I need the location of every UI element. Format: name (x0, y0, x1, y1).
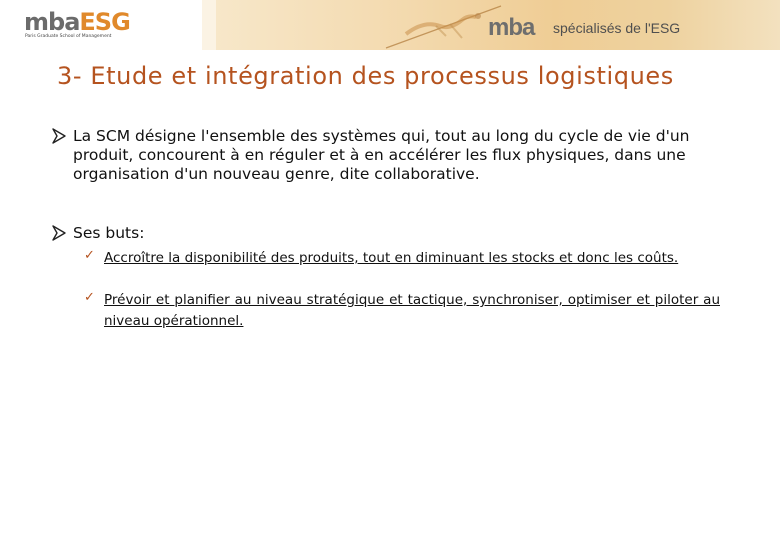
mba-esg-logo (0, 0, 202, 50)
logo-tagline: Paris Graduate School of Management (25, 34, 112, 39)
subitem-text: Prévoir et planifier au niveau stratégique et tactique, synchroniser, optimiser et piloter au niveau opérationnel. (104, 292, 720, 329)
banner-mba-text: mba (488, 14, 535, 41)
bullet-text: La SCM désigne l'ensemble des systèmes qui, tout au long du cycle de vie d'un produit, concourent à en réguler et à en accélérer les flux physiques, dans une organisation d'un nouveau genre, dite collaborative. (73, 127, 690, 183)
checkmark-icon: ✓ (84, 290, 95, 305)
banner-image (216, 0, 780, 50)
logo-esg-text: ESG (79, 8, 130, 36)
checkmark-icon: ✓ (84, 248, 95, 263)
arrow-bullet-icon (52, 128, 66, 144)
banner-subtitle: spécialisés de l'ESG (553, 20, 681, 36)
bullet-text: Ses buts: (73, 224, 145, 242)
subitem-text: Accroître la disponibilité des produits, tout en diminuant les stocks et donc les coûts. (104, 250, 679, 266)
header-divider (202, 0, 216, 50)
arrow-bullet-icon (52, 225, 66, 241)
slide-title: 3- Etude et intégration des processus logistiques (57, 62, 674, 90)
logo-mba-text: mba (24, 8, 80, 36)
header-banner (0, 0, 780, 50)
